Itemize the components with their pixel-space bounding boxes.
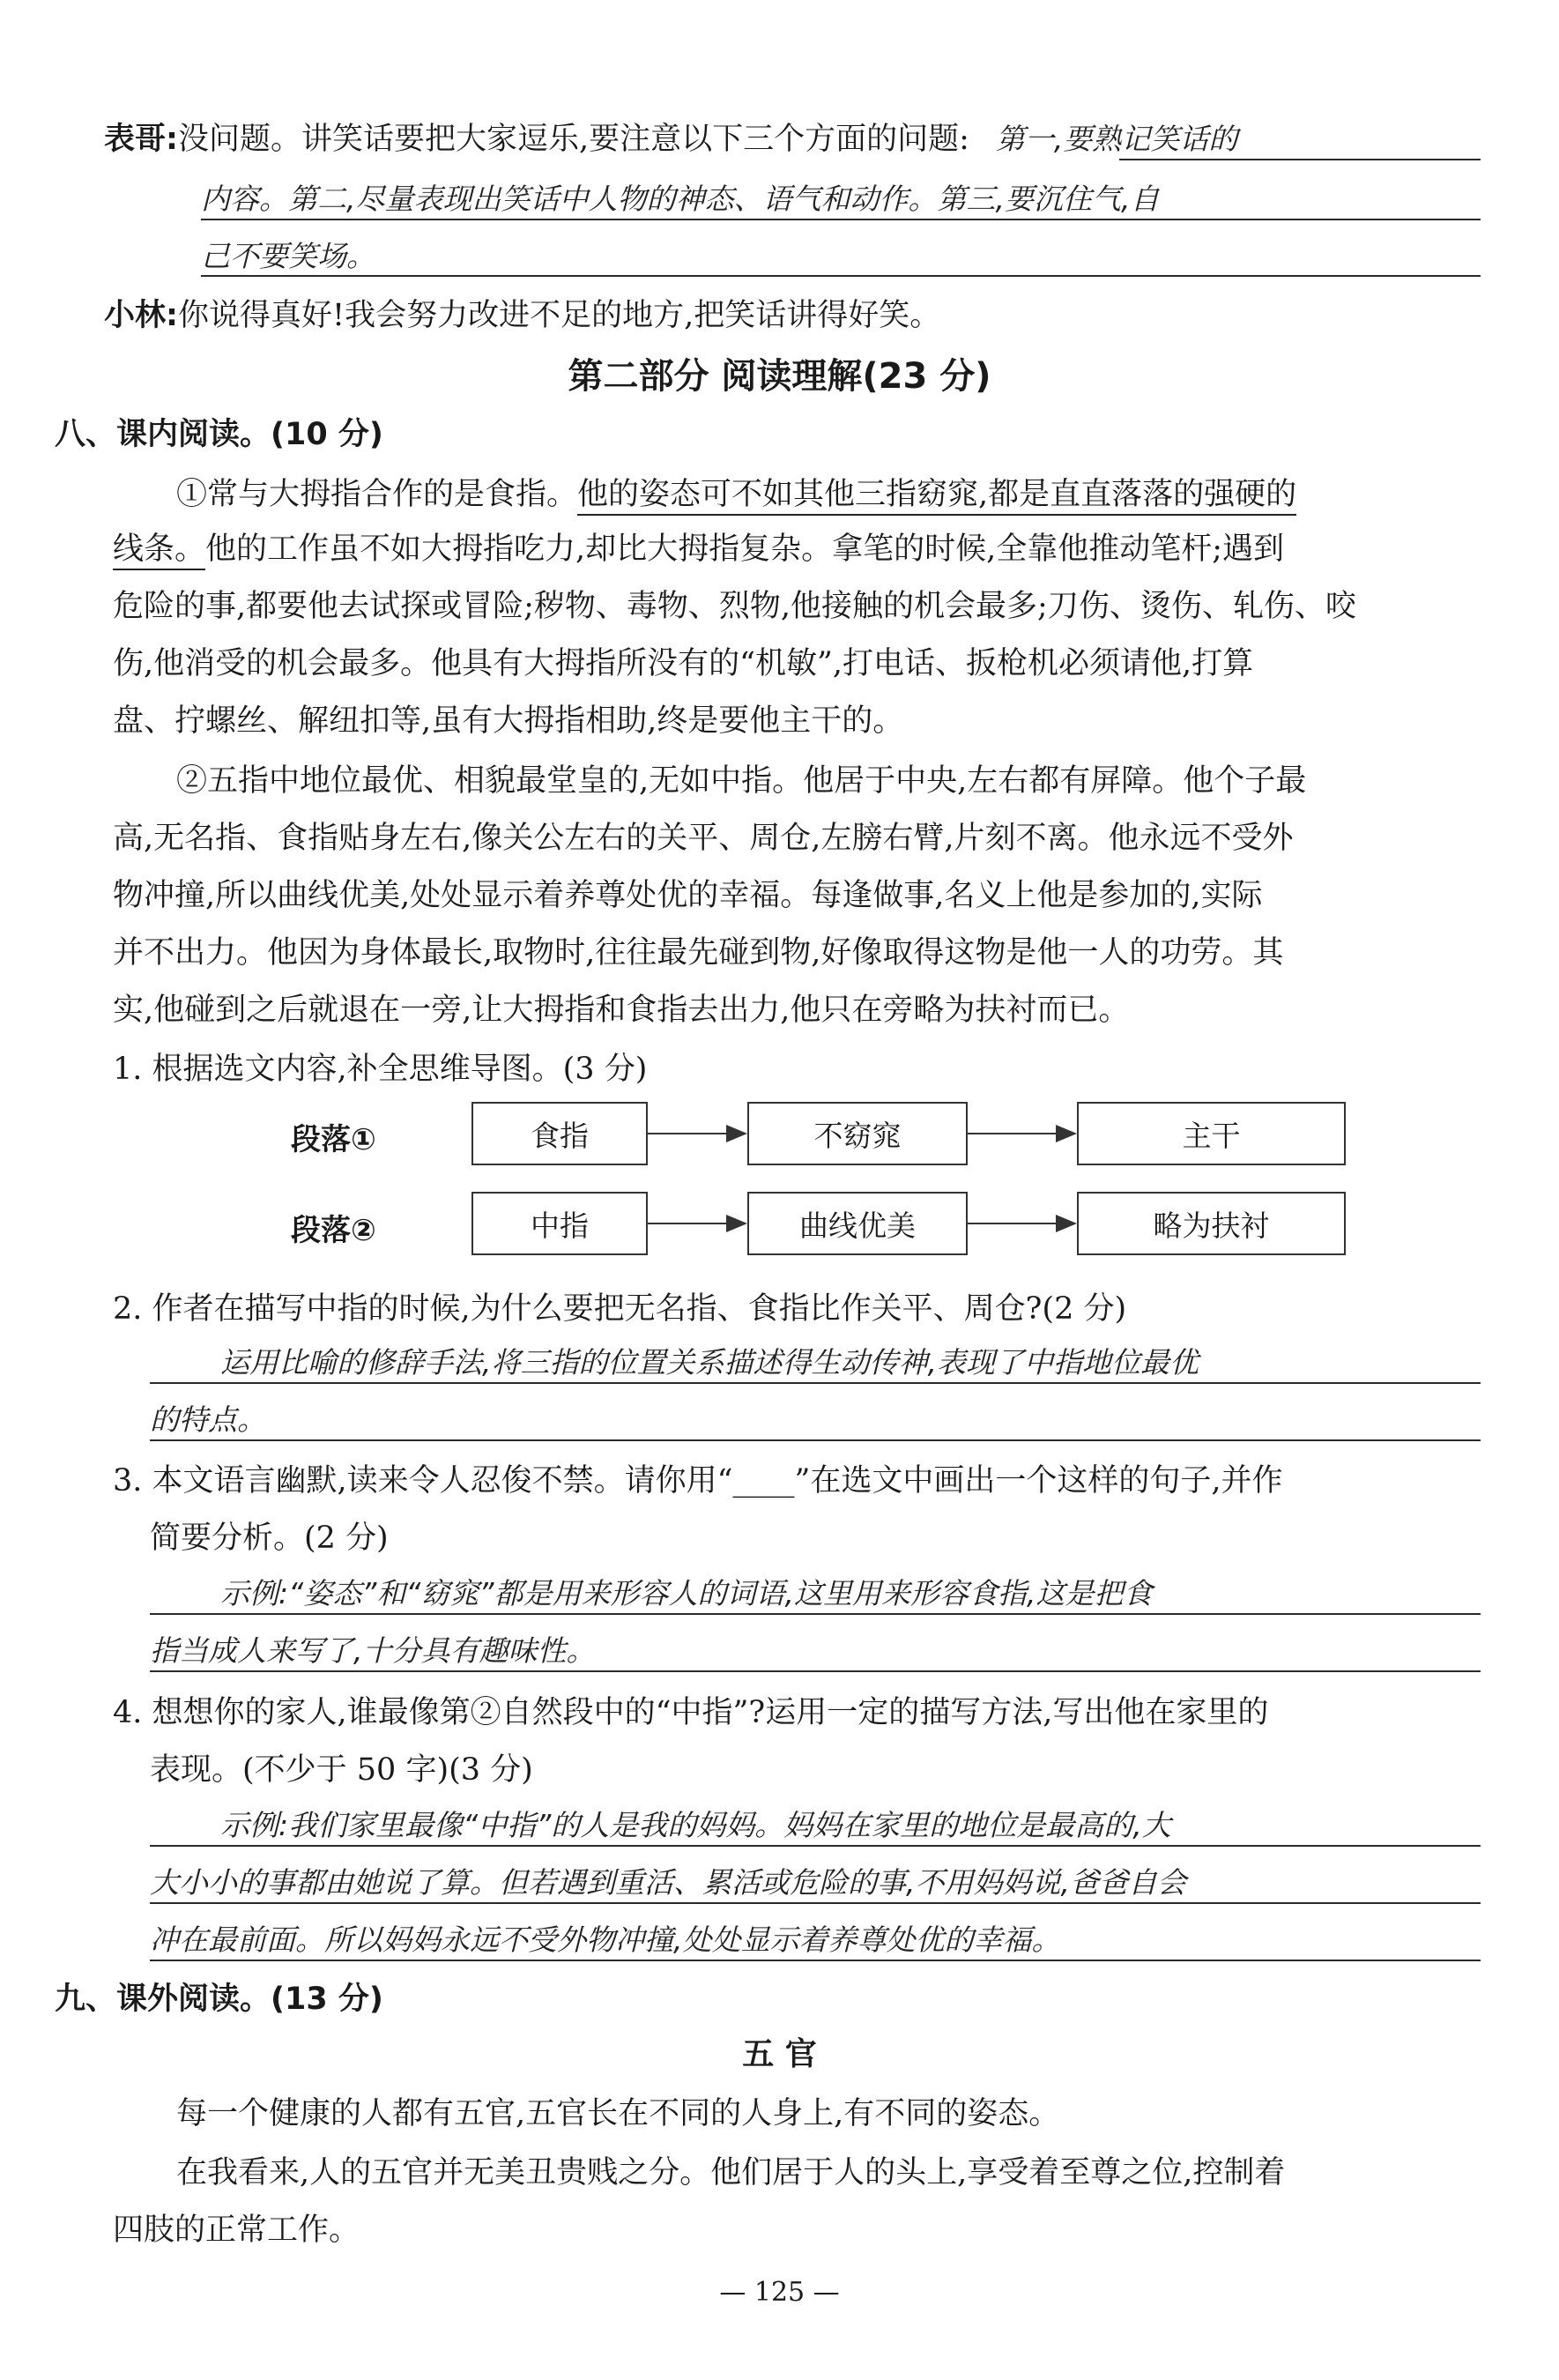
answer-3-line1: 示例:“姿态”和“窈窕”都是用来形容人的词语,这里用来形容食指,这是把食 [220,1576,1153,1610]
underlined-sentence: 他的姿态可不如其他三指窈窕,都是直直落落的强硬的 [577,477,1296,516]
answer-rule [150,1670,1481,1672]
p2-line4: 并不出力。他因为身体最长,取物时,往往最先碰到物,好像取得这物是他一人的功劳。其 [113,935,1284,971]
p1-line3: 危险的事,都要他去试探或冒险;秽物、毒物、烈物,他接触的机会最多;刀伤、烫伤、轧伤、咬 [113,589,1356,624]
cousin-speaker: 表哥: [104,122,178,157]
cousin-answer-1: 第一,要熟记笑话的 [995,122,1238,156]
section8-heading: 八、课内阅读。(10 分) [55,417,383,452]
mindmap-box: 中指 [471,1192,648,1255]
answer-rule [150,1439,1481,1441]
cousin-answer-2: 内容。第二,尽量表现出笑话中人物的神态、语气和动作。第三,要沉住气,自 [201,182,1160,216]
question-4-line2: 表现。(不少于 50 字)(3 分) [150,1752,533,1788]
xiaolin-text: 你说得真好!我会努力改进不足的地方,把笑话讲得好笑。 [178,298,941,333]
answer-rule [150,1902,1481,1904]
answer-4-line3: 冲在最前面。所以妈妈永远不受外物冲撞,处处显示着养尊处优的幸福。 [150,1923,1061,1957]
answer-2-line1: 运用比喻的修辞手法,将三指的位置关系描述得生动传神,表现了中指地位最优 [220,1345,1199,1380]
mindmap-box: 不窈窕 [747,1102,968,1165]
mindmap-box: 略为扶衬 [1077,1192,1346,1255]
question-3-line2: 简要分析。(2 分) [150,1521,389,1556]
cousin-text: 没问题。讲笑话要把大家逗乐,要注意以下三个方面的问题: [178,122,969,157]
mindmap-box: 曲线优美 [747,1192,968,1255]
underlined-sentence-end: 线条。 [113,532,205,570]
p2-line5: 实,他碰到之后就退在一旁,让大拇指和食指去出力,他只在旁略为扶衬而已。 [113,993,1130,1028]
answer-rule [150,1845,1481,1847]
passage-p1: 每一个健康的人都有五官,五官长在不同的人身上,有不同的姿态。 [176,2096,1060,2131]
p1-line4: 伤,他消受的机会最多。他具有大拇指所没有的“机敏”,打电话、扳枪机必须请他,打算 [113,646,1254,681]
mindmap-box: 主干 [1077,1102,1346,1165]
passage-p2-line2: 四肢的正常工作。 [113,2213,360,2248]
part2-title: 第二部分 阅读理解(23 分) [568,356,991,397]
answer-2-line2: 的特点。 [150,1402,266,1437]
p1-line1-text: ①常与大拇指合作的是食指。 [176,477,578,512]
answer-rule [150,1382,1481,1384]
answer-4-line1: 示例:我们家里最像“中指”的人是我的妈妈。妈妈在家里的地位是最高的,大 [220,1808,1171,1842]
section9-heading: 九、课外阅读。(13 分) [55,1982,383,2017]
passage-title: 五 官 [742,2036,817,2072]
page-number: — 125 — [719,2277,840,2308]
answer-rule [150,1960,1481,1961]
mindmap-row1-label: 段落① [291,1122,376,1157]
answer-rule [150,1613,1481,1615]
p1-line2-text: 他的工作虽不如大拇指吃力,却比大拇指复杂。拿笔的时候,全靠他推动笔杆;遇到 [205,532,1285,567]
question-2: 2. 作者在描写中指的时候,为什么要把无名指、食指比作关平、周仓?(2 分) [113,1291,1127,1327]
p2-line2: 高,无名指、食指贴身左右,像关公左右的关平、周仓,左膀右臂,片刻不离。他永远不受外 [113,821,1294,856]
cousin-answer-3: 己不要笑场。 [201,239,375,273]
p2-line1: ②五指中地位最优、相貌最堂皇的,无如中指。他居于中央,左右都有屏障。他个子最 [176,763,1307,799]
answer-4-line2: 大小小的事都由她说了算。但若遇到重活、累活或危险的事,不用妈妈说,爸爸自会 [150,1865,1186,1900]
xiaolin-speaker: 小林: [104,298,178,333]
passage-p2-line1: 在我看来,人的五官并无美丑贵贱之分。他们居于人的头上,享受着至尊之位,控制着 [176,2155,1286,2190]
question-3-line1: 3. 本文语言幽默,读来令人忍俊不禁。请你用“____”在选文中画出一个这样的句子,并作 [113,1463,1283,1499]
answer-3-line2: 指当成人来写了,十分具有趣味性。 [150,1633,596,1668]
mindmap-box: 食指 [471,1102,648,1165]
question-1: 1. 根据选文内容,补全思维导图。(3 分) [113,1052,648,1087]
p1-line5: 盘、拧螺丝、解纽扣等,虽有大拇指相助,终是要他主干的。 [113,703,904,739]
question-4-line1: 4. 想想你的家人,谁最像第②自然段中的“中指”?运用一定的描写方法,写出他在家里的 [113,1695,1269,1730]
p2-line3: 物冲撞,所以曲线优美,处处显示着养尊处优的幸福。每逢做事,名义上他是参加的,实际 [113,878,1263,913]
mindmap-row2-label: 段落② [291,1213,376,1248]
